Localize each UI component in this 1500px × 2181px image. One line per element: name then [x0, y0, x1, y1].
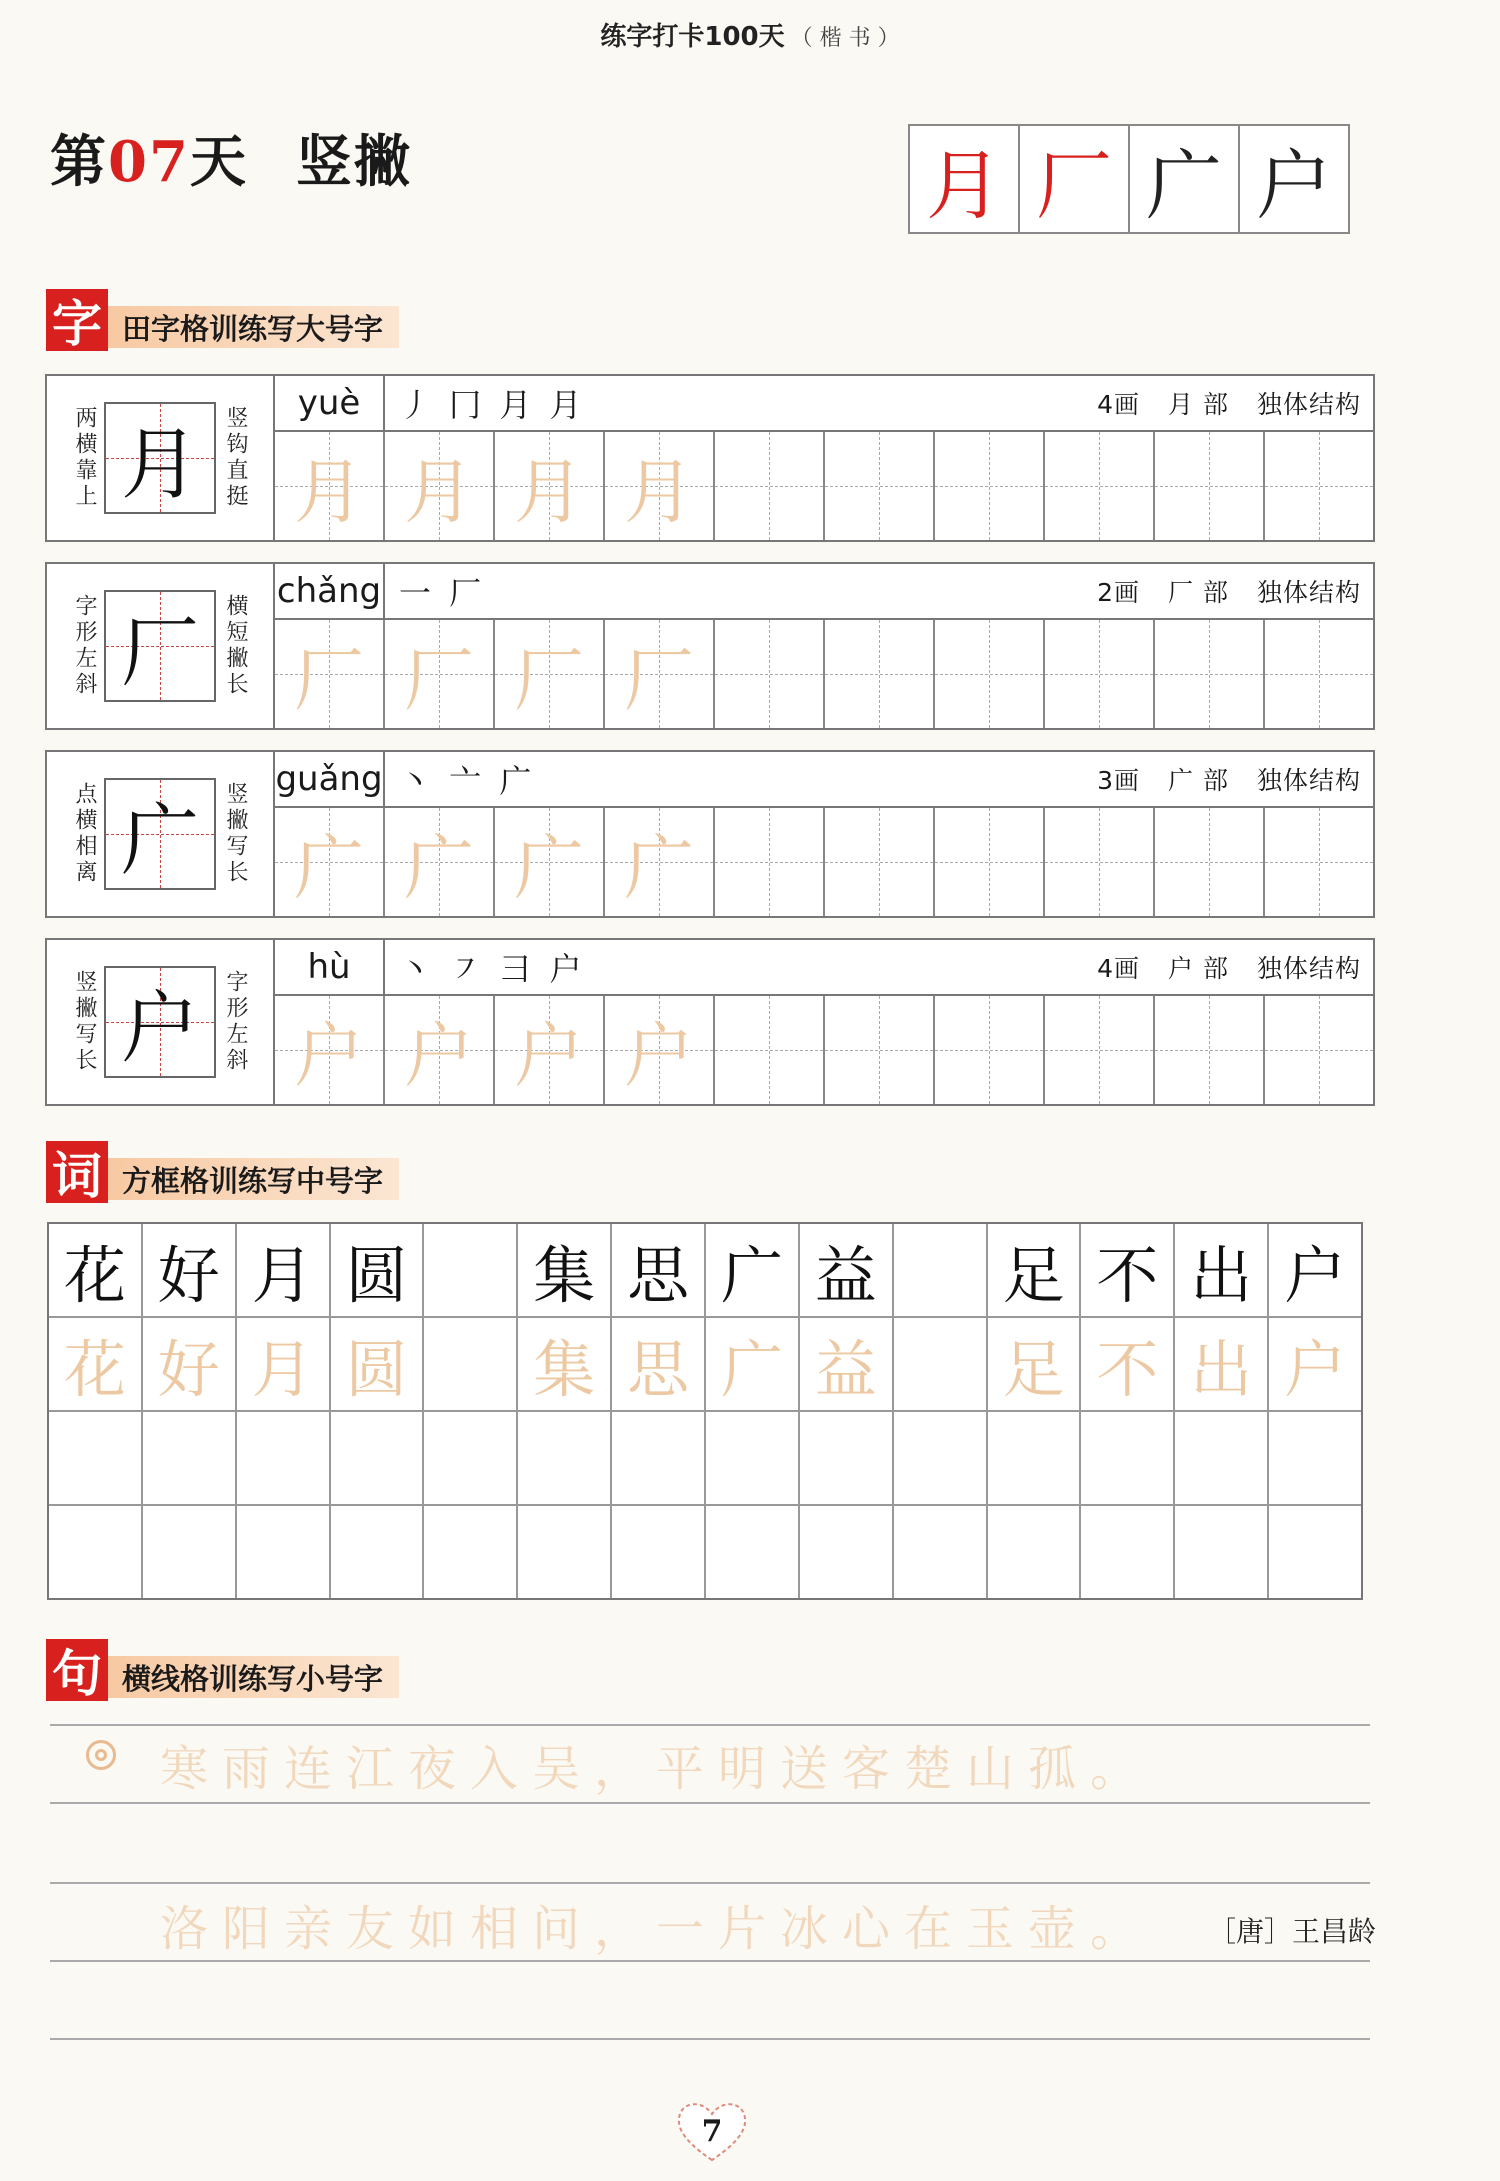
demo-char: 广: [1146, 140, 1222, 230]
empty-cell[interactable]: [143, 1412, 237, 1504]
phrase-trace-char[interactable]: 出: [1175, 1318, 1269, 1410]
writing-tip-left: 两横靠上: [72, 406, 97, 510]
empty-cell[interactable]: [706, 1506, 800, 1598]
radical: 月 部: [1168, 390, 1229, 419]
character-meta: [1069, 573, 1361, 609]
stroke-name: 竖撇: [295, 129, 412, 195]
stroke-demo-cell: [1130, 126, 1240, 232]
phrase-char: 不: [1081, 1224, 1175, 1316]
phrase-char: 好: [143, 1224, 237, 1316]
stroke-count: 2画: [1097, 578, 1141, 607]
empty-cell[interactable]: [715, 432, 825, 540]
phrase-trace-char[interactable]: 足: [988, 1318, 1082, 1410]
phrase-char: 益: [800, 1224, 894, 1316]
spacer-cell: [894, 1506, 988, 1598]
empty-cell[interactable]: [1269, 1506, 1361, 1598]
empty-cell[interactable]: [1269, 1412, 1361, 1504]
phrase-trace-char[interactable]: 户: [1284, 1332, 1347, 1406]
section-label: 田字格训练写大号字: [108, 306, 399, 348]
empty-cell[interactable]: [237, 1506, 331, 1598]
phrase-trace-char[interactable]: 思: [612, 1318, 706, 1410]
section-header-characters: [46, 290, 399, 353]
empty-cell[interactable]: [825, 620, 935, 728]
section-icon: 词: [46, 1141, 108, 1203]
character-practice-area: [275, 564, 1373, 728]
empty-cell[interactable]: [1155, 432, 1265, 540]
pinyin: guǎng: [275, 752, 385, 806]
book-title: 练字打卡100天: [600, 22, 785, 52]
phrase-char: 月: [237, 1224, 331, 1316]
trace-cell[interactable]: 月: [275, 432, 385, 540]
section-label: 方框格训练写中号字: [108, 1158, 399, 1200]
ruled-line: [50, 1882, 1370, 1884]
empty-cell[interactable]: [1265, 620, 1373, 728]
empty-cell[interactable]: [800, 1506, 894, 1598]
empty-cell[interactable]: [1265, 432, 1373, 540]
poem-author: ［唐］王昌龄: [1208, 1915, 1377, 1948]
structure: 独体结构: [1256, 954, 1361, 983]
demo-char: 户: [1256, 140, 1332, 230]
character-model-panel: [47, 752, 275, 916]
trace-cell[interactable]: 月: [385, 432, 495, 540]
empty-cell[interactable]: [49, 1412, 143, 1504]
model-character: 户: [120, 984, 199, 1074]
trace-cell[interactable]: 户: [385, 996, 495, 1104]
trace-cell[interactable]: 厂: [385, 620, 495, 728]
phrase-model-row: [49, 1224, 1361, 1318]
empty-cell[interactable]: [1175, 1506, 1269, 1598]
phrase-blank-row: [49, 1412, 1361, 1506]
character-practice-row: [45, 374, 1375, 542]
empty-cell[interactable]: [935, 996, 1045, 1104]
character-model-panel: [47, 564, 275, 728]
empty-cell[interactable]: [1155, 996, 1265, 1104]
character-practice-row: [45, 750, 1375, 918]
pinyin: hù: [275, 940, 385, 994]
phrase-blank-row: [49, 1506, 1361, 1598]
empty-cell[interactable]: [49, 1506, 143, 1598]
demo-char-highlight: 厂: [1036, 140, 1112, 230]
empty-cell[interactable]: [1265, 808, 1373, 916]
model-character-box: [104, 590, 216, 702]
empty-cell[interactable]: [1045, 620, 1155, 728]
trace-cell[interactable]: 月: [605, 432, 715, 540]
writing-tip-right: 横短撇长: [223, 594, 248, 698]
empty-cell[interactable]: [331, 1412, 425, 1504]
empty-cell[interactable]: [715, 996, 825, 1104]
empty-cell[interactable]: [825, 432, 935, 540]
empty-cell[interactable]: [988, 1506, 1082, 1598]
writing-tip-left: 竖撇写长: [72, 970, 97, 1074]
empty-cell[interactable]: [1081, 1506, 1175, 1598]
trace-cell[interactable]: 广: [275, 808, 385, 916]
stroke-demo-cell: [1020, 126, 1130, 232]
poem-bullet-icon: [86, 1740, 116, 1770]
empty-cell[interactable]: [331, 1506, 425, 1598]
radical: 广 部: [1168, 766, 1229, 795]
trace-cell[interactable]: 厂: [605, 620, 715, 728]
trace-cell[interactable]: 户: [605, 996, 715, 1104]
title-suffix: 天: [189, 129, 248, 195]
demo-char-highlight: 月: [926, 140, 1002, 230]
model-character: 月: [120, 420, 199, 510]
book-header: [0, 16, 1500, 53]
empty-cell[interactable]: [612, 1506, 706, 1598]
model-character-box: [104, 966, 216, 1078]
stroke-count: 4画: [1097, 954, 1141, 983]
character-meta: [1069, 385, 1361, 421]
stroke-demo-boxes: [908, 124, 1350, 234]
trace-cell[interactable]: 户: [495, 996, 605, 1104]
page-number: [672, 2096, 752, 2166]
stroke-order: 丶 ㇇ 彐 户: [399, 950, 586, 988]
trace-cell[interactable]: 广: [605, 808, 715, 916]
trace-cell[interactable]: 月: [495, 432, 605, 540]
empty-cell[interactable]: [237, 1412, 331, 1504]
character-info-line: [275, 564, 1373, 620]
book-style: （ 楷 书 ）: [790, 26, 900, 51]
empty-cell[interactable]: [706, 1412, 800, 1504]
empty-cell[interactable]: [935, 432, 1045, 540]
ruled-line: [50, 1802, 1370, 1804]
empty-cell[interactable]: [825, 808, 935, 916]
character-model-panel: [47, 376, 275, 540]
empty-cell[interactable]: [715, 620, 825, 728]
empty-cell[interactable]: [518, 1412, 612, 1504]
phrase-practice-grid: [47, 1222, 1363, 1600]
empty-cell[interactable]: [825, 996, 935, 1104]
empty-cell[interactable]: [1045, 996, 1155, 1104]
phrase-trace-char[interactable]: 圆: [331, 1318, 425, 1410]
radical: 户 部: [1168, 954, 1229, 983]
stroke-order: 丿 冂 月 月: [399, 386, 586, 424]
phrase-char: 花: [49, 1224, 143, 1316]
phrase-char: 户: [1284, 1238, 1347, 1312]
phrase-trace-char[interactable]: 集: [518, 1318, 612, 1410]
day-number: 07: [108, 129, 190, 195]
character-info-line: [275, 752, 1373, 808]
empty-cell[interactable]: [800, 1412, 894, 1504]
stroke-order: 丶 亠 广: [399, 762, 536, 800]
empty-cell[interactable]: [612, 1412, 706, 1504]
spacer-cell: [424, 1318, 518, 1410]
pinyin: yuè: [275, 376, 385, 430]
phrase-char: 出: [1175, 1224, 1269, 1316]
ruled-line: [50, 2038, 1370, 2040]
trace-cell[interactable]: 户: [275, 996, 385, 1104]
character-meta: [1069, 949, 1361, 985]
title-prefix: 第: [50, 129, 108, 195]
trace-cell[interactable]: 厂: [495, 620, 605, 728]
tianzige-grid: [275, 432, 1373, 540]
stroke-count: 4画: [1097, 390, 1141, 419]
tianzige-grid: [275, 996, 1373, 1104]
stroke-demo-cell: [1240, 126, 1348, 232]
phrase-char: 集: [518, 1224, 612, 1316]
character-practice-area: [275, 940, 1373, 1104]
phrase-trace-char[interactable]: 广: [706, 1318, 800, 1410]
structure: 独体结构: [1256, 578, 1361, 607]
phrase-trace-char[interactable]: 益: [800, 1318, 894, 1410]
section-icon: 字: [46, 289, 108, 351]
page-number-text: 7: [701, 2113, 723, 2149]
character-info-line: [275, 940, 1373, 996]
character-model-panel: [47, 940, 275, 1104]
writing-tip-right: 字形左斜: [223, 970, 248, 1074]
ruled-line: [50, 1724, 1370, 1726]
spacer-cell: [894, 1412, 988, 1504]
phrase-trace-char[interactable]: 月: [237, 1318, 331, 1410]
empty-cell[interactable]: [1265, 996, 1373, 1104]
tianzige-grid: [275, 808, 1373, 916]
section-icon: 句: [46, 1639, 108, 1701]
spacer-cell: [424, 1224, 518, 1316]
phrase-trace-char[interactable]: 花: [49, 1318, 143, 1410]
poem-trace-line[interactable]: 洛阳亲友如相问，一片冰心在玉壶。: [160, 1901, 1153, 1957]
empty-cell[interactable]: [935, 620, 1045, 728]
empty-cell[interactable]: [518, 1506, 612, 1598]
empty-cell[interactable]: [715, 808, 825, 916]
character-meta: [1069, 761, 1361, 797]
writing-tip-right: 竖撇写长: [223, 782, 248, 886]
empty-cell[interactable]: [935, 808, 1045, 916]
lesson-title: [50, 118, 412, 198]
writing-tip-left: 字形左斜: [72, 594, 97, 698]
spacer-cell: [424, 1412, 518, 1504]
character-practice-area: [275, 752, 1373, 916]
trace-cell[interactable]: 厂: [275, 620, 385, 728]
phrase-char: 思: [612, 1224, 706, 1316]
writing-tip-right: 竖钩直挺: [223, 406, 248, 510]
character-info-line: [275, 376, 1373, 432]
model-character: 广: [120, 796, 199, 886]
spacer-cell: [424, 1506, 518, 1598]
empty-cell[interactable]: [1081, 1412, 1175, 1504]
trace-cell[interactable]: 广: [495, 808, 605, 916]
character-practice-area: [275, 376, 1373, 540]
phrase-trace-char[interactable]: 好: [143, 1318, 237, 1410]
section-header-words: [46, 1142, 399, 1205]
empty-cell[interactable]: [988, 1412, 1082, 1504]
section-label: 横线格训练写小号字: [108, 1656, 399, 1698]
character-practice-row: [45, 938, 1375, 1106]
section-header-sentences: [46, 1640, 399, 1703]
structure: 独体结构: [1256, 390, 1361, 419]
phrase-trace-char[interactable]: 不: [1081, 1318, 1175, 1410]
writing-tip-left: 点横相离: [72, 782, 97, 886]
ruled-line: [50, 1960, 1370, 1962]
phrase-trace-row: [49, 1318, 1361, 1412]
empty-cell[interactable]: [1045, 808, 1155, 916]
phrase-char: 足: [988, 1224, 1082, 1316]
phrase-char: 广: [706, 1224, 800, 1316]
poem-trace-line[interactable]: 寒雨连江夜入吴，平明送客楚山孤。: [160, 1741, 1153, 1797]
trace-cell[interactable]: 广: [385, 808, 495, 916]
character-practice-row: [45, 562, 1375, 730]
empty-cell[interactable]: [1155, 620, 1265, 728]
model-character: 厂: [120, 608, 199, 698]
radical: 厂 部: [1168, 578, 1229, 607]
stroke-order: 一 厂: [399, 574, 486, 612]
spacer-cell: [894, 1318, 988, 1410]
stroke-count: 3画: [1097, 766, 1141, 795]
tianzige-grid: [275, 620, 1373, 728]
structure: 独体结构: [1256, 766, 1361, 795]
spacer-cell: [894, 1224, 988, 1316]
empty-cell[interactable]: [1155, 808, 1265, 916]
model-character-box: [104, 402, 216, 514]
phrase-char: 圆: [331, 1224, 425, 1316]
empty-cell[interactable]: [143, 1506, 237, 1598]
empty-cell[interactable]: [1045, 432, 1155, 540]
pinyin: chǎng: [275, 564, 385, 618]
stroke-demo-cell: [910, 126, 1020, 232]
empty-cell[interactable]: [1175, 1412, 1269, 1504]
model-character-box: [104, 778, 216, 890]
